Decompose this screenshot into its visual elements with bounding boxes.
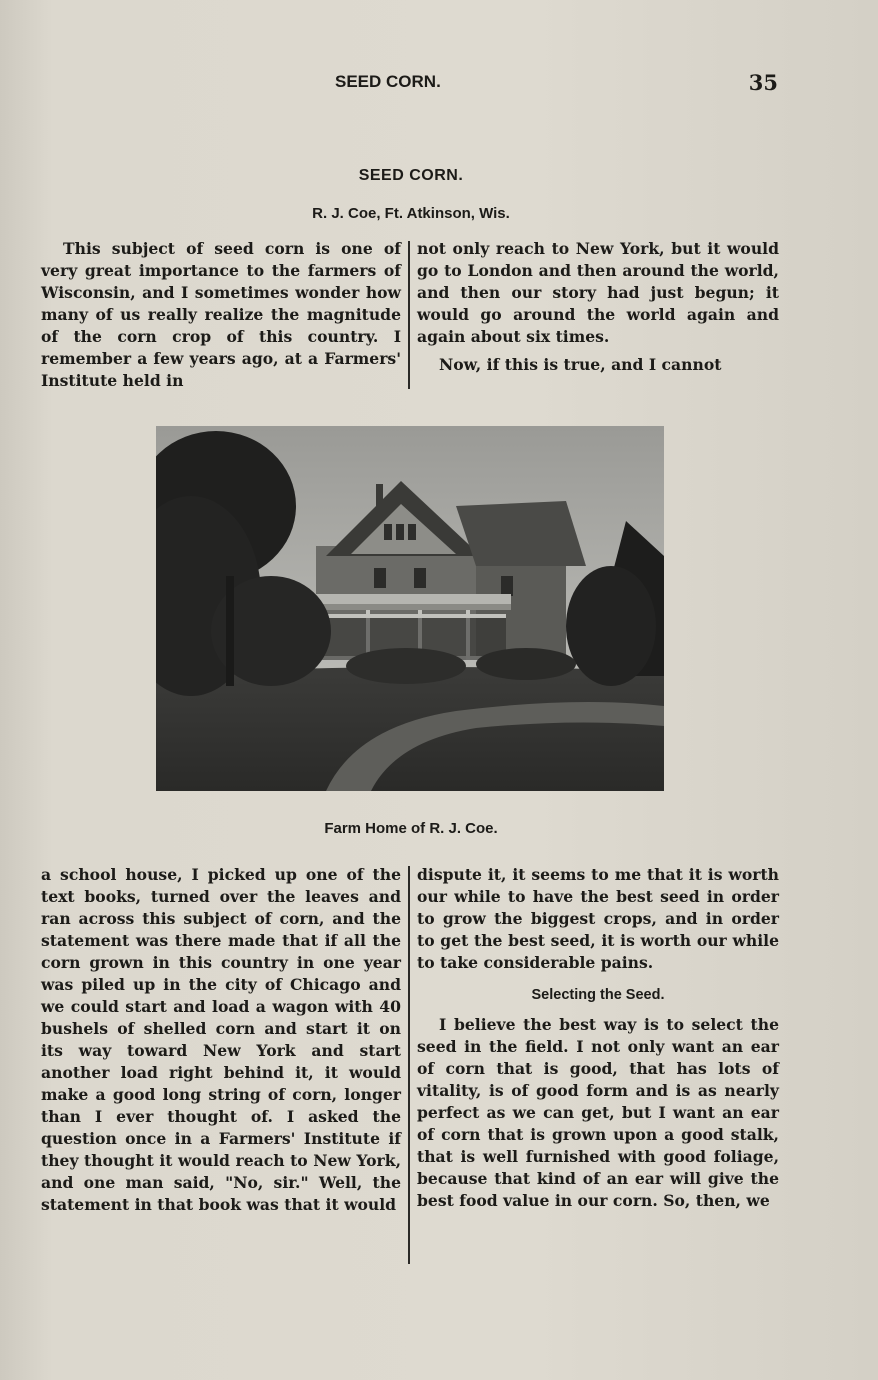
section-subheading: Selecting the Seed. <box>531 987 665 1003</box>
paragraph: Now, if this is true, and I cannot <box>439 355 722 374</box>
column-divider-bottom <box>408 866 410 1264</box>
running-title: SEED CORN. <box>335 72 441 91</box>
column-bottom-right <box>417 864 779 1212</box>
page-number: 35 <box>748 70 778 95</box>
paragraph: I believe the best way is to select the seed in the field. I not only want an ear of corn that is good, that has lots of vitality, is of good form and is as nearly perfect as we can get, but I want an ear of corn that is grown upon a good stalk, that is well furnished with good foliage, because that kind of an ear will give the best food value in our corn. So, then, we <box>417 1015 779 1210</box>
paragraph: dispute it, it seems to me that it is worth our while to have the best seed in order to grow the biggest crops, and in order to get the best seed, it is worth our while to take considerable pains. <box>417 865 779 972</box>
article-title: SEED CORN. <box>358 167 464 184</box>
column-bottom-left <box>41 864 401 1216</box>
paragraph: not only reach to New York, but it would go to London and then around the world, and then our story had just begun; it would go around the world again and again about six times. <box>417 239 779 346</box>
paragraph: a school house, I picked up one of the text books, turned over the leaves and ran across this subject of corn, and the statement was there made that if all the corn grown in this country in one year was piled up in the city of Chicago and we could start and load a wagon with 40 bushels of shelled corn and start it on its way toward New York and start another load right behind it, it would make a good long string of corn, longer than I ever thought of. I asked the question once in a Farmers' Institute if they thought it would reach to New York, and one man said, "No, sir." Well, the statement in that book was that it would <box>41 865 401 1214</box>
running-header <box>0 72 878 98</box>
column-divider-top <box>408 241 410 389</box>
column-top-right <box>417 238 779 376</box>
figure-caption: Farm Home of R. J. Coe. <box>324 820 498 837</box>
paragraph: This subject of seed corn is one of very great importance to the farmers of Wisconsin, and I sometimes wonder how many of us really realize the magnitude of the corn crop of this country. I remember a few years ago, at a Farmers' Institute held in <box>41 239 401 390</box>
farmhouse-photo <box>156 426 664 791</box>
column-top-left <box>41 238 401 392</box>
article-author: R. J. Coe, Ft. Atkinson, Wis. <box>312 205 510 222</box>
